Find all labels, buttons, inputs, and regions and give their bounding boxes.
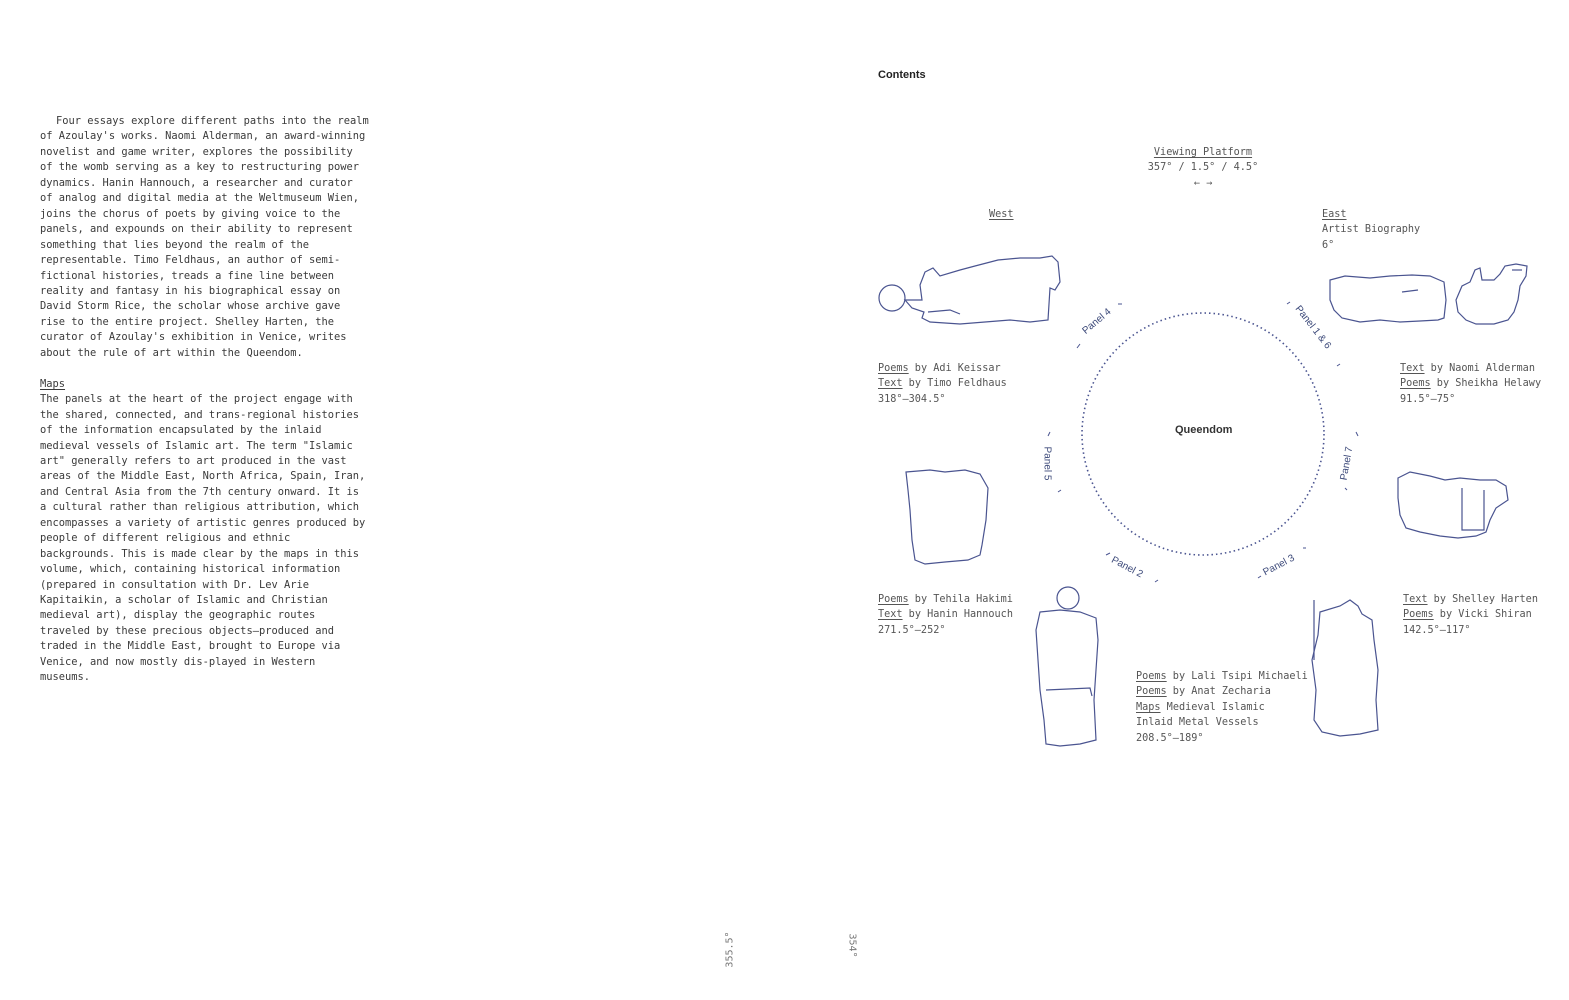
panel-3-label[interactable]: Panel 3	[1261, 552, 1297, 579]
panel-7-silhouette	[1398, 472, 1508, 538]
east-angle: 6°	[1322, 239, 1335, 251]
south-poems-link-2[interactable]: Poems	[1136, 686, 1167, 698]
south-maps-link[interactable]: Maps	[1136, 701, 1161, 713]
maps-paragraph: The panels at the heart of the project engage with the shared, connected, and trans-regional histories of the information encapsulated by the inlaid medieval vessels of Islamic art. The term "Islamic art" generally refers to art produced in the vast areas of the Middle East, North Africa, Spain, Iran, and Central Asia from the 7th century onward. It is a cultural rather than religious attribution, which encompasses a variety of artistic genres produced by people of different religious and ethnic backgrounds. This is made clear by the maps in this volume, which, containing historical information (prepared in consultation with Dr. Lev Arie Kapitaikin, a scholar of Islamic and Christian medieval art), display the geographic routes traveled by these precious objects—produced and traded in the Middle East, brought to Europe via Venice, and now mostly dis-played in Western museums.	[40, 393, 366, 684]
viewing-platform-angles: 357° / 1.5° / 4.5°	[1147, 162, 1259, 174]
nw-text-author: by Timo Feldhaus	[902, 378, 1007, 390]
nw-poems-author: by Adi Keissar	[908, 363, 1001, 374]
ne-angle: 91.5°–75°	[1400, 393, 1456, 405]
west-link[interactable]: West	[989, 209, 1014, 220]
se-poems-author: by Vicki Shiran	[1433, 609, 1532, 621]
nw-block	[878, 361, 1007, 407]
panel-5-silhouette	[906, 470, 988, 564]
ne-block	[1400, 361, 1541, 407]
panel-2-label[interactable]: Panel 2	[1109, 554, 1145, 581]
south-maps-title-2: Inlaid Metal Vessels	[1136, 717, 1259, 729]
sw-block	[878, 592, 1013, 638]
east-block	[1322, 207, 1420, 253]
se-text-link[interactable]: Text	[1403, 594, 1428, 605]
sw-angle: 271.5°–252°	[878, 624, 946, 636]
panel-4-silhouette	[879, 256, 1060, 324]
ne-poems-link[interactable]: Poems	[1400, 378, 1431, 390]
east-artist-bio: Artist Biography	[1322, 224, 1421, 236]
south-angle: 208.5°–189°	[1136, 732, 1204, 744]
se-text-author: by Shelley Harten	[1427, 594, 1538, 605]
se-block	[1403, 592, 1538, 638]
sw-poems-author: by Tehila Hakimi	[908, 594, 1013, 605]
panel-3-silhouette	[1312, 600, 1378, 736]
folio-left: 355.5°	[724, 931, 736, 968]
panel-7-label[interactable]: Panel 7	[1338, 445, 1356, 482]
nw-text-link[interactable]: Text	[878, 378, 903, 390]
west-block	[989, 207, 1014, 222]
panel-arrows	[1048, 302, 1358, 582]
south-poems-author-1: by Lali Tsipi Michaeli	[1166, 671, 1308, 682]
ne-text-link[interactable]: Text	[1400, 363, 1425, 374]
sw-text-link[interactable]: Text	[878, 609, 903, 621]
queendom-label: Queendom	[1175, 424, 1233, 436]
ne-text-author: by Naomi Alderman	[1424, 363, 1535, 374]
contents-title: Contents	[878, 69, 926, 81]
panel-4-label[interactable]: Panel 4	[1080, 306, 1114, 337]
south-block	[1136, 669, 1308, 746]
panel-1-6-silhouette	[1330, 264, 1527, 324]
ne-poems-author: by Sheikha Helawy	[1430, 378, 1542, 390]
intro-paragraph: Four essays explore different paths into the realm of Azoulay's works. Naomi Alderman, an award-winning novelist and game writer, explores the possibility of the womb serving as a key to restructuring power dynamics. Hanin Hannouch, a researcher and curator of analog and digital media at the Weltmuseum Wien, joins the chorus of poets by giving voice to the panels, and expounds on their ability to represent something that lies beyond the realm of the representable. Timo Feldhaus, an author of semi-fictional histories, treads a fine line between reality and fantasy in his biographical essay on David Storm Rice, the scholar whose archive gave rise to the entire project. Shelley Harten, the curator of Azoulay's exhibition in Venice, writes about the rule of art within the Queendom.	[40, 115, 369, 359]
south-poems-link-1[interactable]: Poems	[1136, 671, 1167, 682]
viewing-platform-link[interactable]: Viewing Platform	[1153, 147, 1253, 158]
east-link[interactable]: East	[1322, 209, 1347, 220]
panel-1-6-label[interactable]: Panel 1 & 6	[1292, 303, 1334, 352]
viewing-platform	[1143, 145, 1263, 191]
viewing-platform-arrows: ← →	[1193, 177, 1213, 189]
se-poems-link[interactable]: Poems	[1403, 609, 1434, 621]
sw-poems-link[interactable]: Poems	[878, 594, 909, 605]
sw-text-author: by Hanin Hannouch	[902, 609, 1013, 621]
south-poems-author-2: by Anat Zecharia	[1166, 686, 1271, 698]
se-angle: 142.5°–117°	[1403, 624, 1471, 636]
panel-2-silhouette	[1036, 587, 1098, 746]
nw-poems-link[interactable]: Poems	[878, 363, 909, 374]
south-maps-title: Medieval Islamic	[1160, 701, 1265, 713]
folio-right: 354°	[846, 933, 858, 958]
nw-angle: 318°–304.5°	[878, 393, 946, 405]
maps-heading[interactable]: Maps	[40, 377, 66, 390]
panel-5-label[interactable]: Panel 5	[1041, 446, 1053, 481]
